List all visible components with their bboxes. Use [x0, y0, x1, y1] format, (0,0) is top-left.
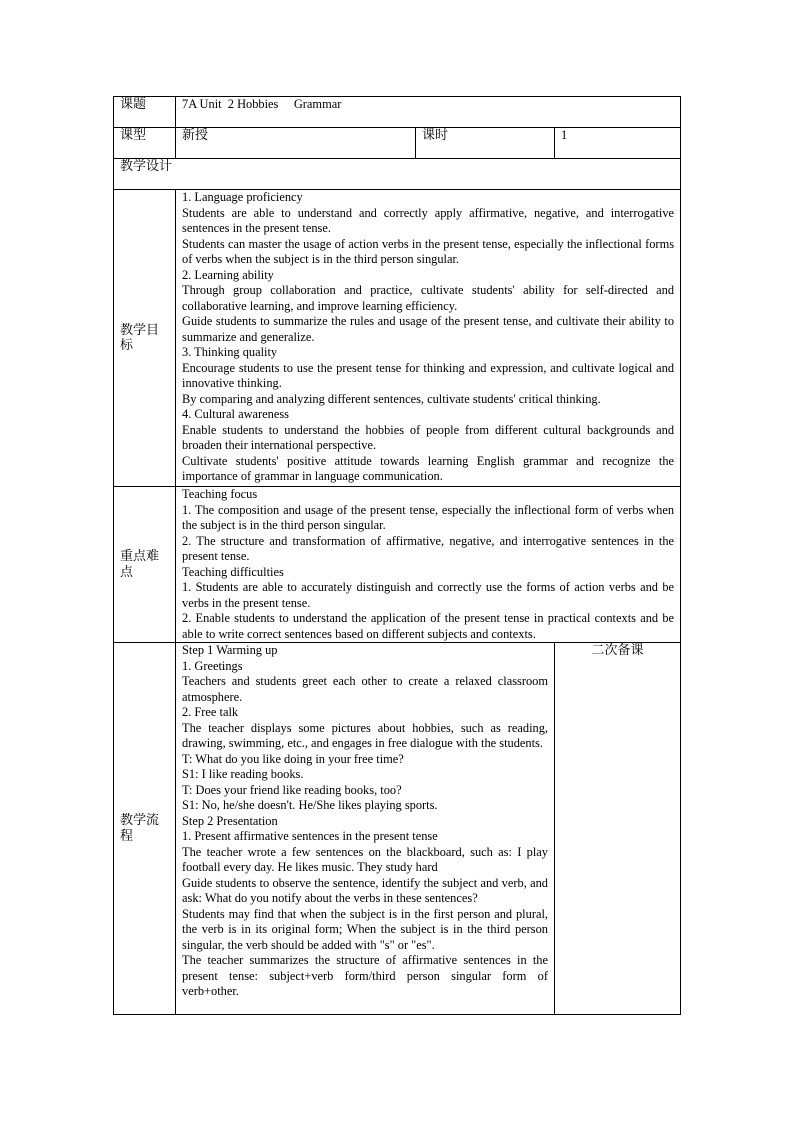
focus-line: 1. The composition and usage of the present tense, especially the inflectional form of verbs when the subject is in the third person singular. — [182, 502, 675, 532]
process-line: Step 2 Presentation — [182, 813, 278, 828]
process-line: The teacher displays some pictures about hobbies, such as reading, drawing, swimming, etc., and engages in free dialogue with the students. — [182, 720, 548, 750]
focus-line: Teaching focus — [182, 487, 258, 501]
objectives-label: 教学目标 — [114, 190, 176, 487]
title-row — [114, 97, 681, 128]
focus-line: 2. Enable students to understand the application of the present tense in practical contexts and be able to write correct sentences based on different subjects and contexts. — [182, 611, 675, 641]
focus-label: 重点难点 — [114, 487, 176, 643]
objectives-line: 3. Thinking quality — [182, 345, 278, 359]
process-line: T: What do you like doing in your free time? — [182, 751, 404, 766]
objectives-line: Through group collaboration and practice, cultivate students' ability for self-directed and collaborative learning, and improve learning efficiency. — [182, 283, 675, 313]
type-row — [114, 128, 681, 159]
second-prep-cell — [555, 643, 681, 1015]
period-value: 1 — [555, 128, 681, 159]
process-line: Teachers and students greet each other to create a relaxed classroom atmosphere. — [182, 674, 548, 704]
objectives-line: Students can master the usage of action verbs in the present tense, especially the inflectional forms of verbs when the subject is in the third person singular. — [182, 236, 675, 266]
focus-content — [176, 487, 681, 643]
process-line: Students may find that when the subject is in the first person and plural, the verb is in its original form; When the subject is in the third person singular, the verb should be added with "s" or "es". — [182, 906, 548, 952]
process-line: The teacher wrote a few sentences on the blackboard, such as: I play football every day. He likes music. They study hard — [182, 844, 548, 874]
focus-line: 2. The structure and transformation of affirmative, negative, and interrogative sentences in the present tense. — [182, 533, 675, 563]
process-line: T: Does your friend like reading books, too? — [182, 782, 402, 797]
process-line: 2. Free talk — [182, 705, 239, 719]
type-label: 课型 — [114, 128, 176, 159]
process-line: Guide students to observe the sentence, identify the subject and verb, and ask: What do you notify about the verbs in these sentences? — [182, 875, 548, 905]
objectives-line: By comparing and analyzing different sentences, cultivate students' critical thinking. — [182, 391, 601, 406]
title-label: 课题 — [114, 97, 176, 128]
lesson-plan-table — [113, 96, 681, 1015]
process-label: 教学流程 — [114, 643, 176, 1015]
title-value: 7A Unit 2 Hobbies Grammar — [176, 97, 681, 128]
focus-line: Teaching difficulties — [182, 564, 284, 579]
type-value: 新授 — [176, 128, 416, 159]
process-line: 1. Greetings — [182, 658, 243, 673]
process-line: The teacher summarizes the structure of affirmative sentences in the present tense: subject+verb form/third person singular form of verb+other. — [182, 953, 548, 998]
design-label: 教学设计 — [114, 159, 681, 190]
process-line: S1: No, he/she doesn't. He/She likes playing sports. — [182, 798, 438, 812]
focus-row — [114, 487, 681, 643]
objectives-line: Guide students to summarize the rules and usage of the present tense, and cultivate their ability to summarize and generalize. — [182, 314, 675, 344]
objectives-line: 4. Cultural awareness — [182, 407, 290, 421]
objectives-line: 1. Language proficiency — [182, 190, 303, 204]
objectives-content — [176, 190, 681, 487]
process-line: 1. Present affirmative sentences in the present tense — [182, 829, 438, 843]
objectives-line: Students are able to understand and correctly apply affirmative, negative, and interrogative sentences in the present tense. — [182, 205, 675, 235]
objectives-line: Cultivate students' positive attitude towards learning English grammar and recognize the importance of grammar in language communication. — [182, 453, 675, 483]
focus-line: 1. Students are able to accurately distinguish and correctly use the forms of action verbs and be verbs in the present tense. — [182, 580, 675, 610]
process-content — [176, 643, 555, 1015]
objectives-line: 2. Learning ability — [182, 267, 274, 282]
process-line: S1: I like reading books. — [182, 767, 304, 781]
objectives-line: Enable students to understand the hobbies of people from different cultural backgrounds and broaden their international perspective. — [182, 422, 675, 452]
period-label: 课时 — [416, 128, 555, 159]
process-line: Step 1 Warming up — [182, 643, 278, 657]
objectives-line: Encourage students to use the present tense for thinking and expression, and cultivate logical and innovative thinking. — [182, 360, 675, 390]
process-row — [114, 643, 681, 1015]
design-row — [114, 159, 681, 190]
objectives-row — [114, 190, 681, 487]
second-prep-label: 二次备课 — [591, 643, 644, 658]
